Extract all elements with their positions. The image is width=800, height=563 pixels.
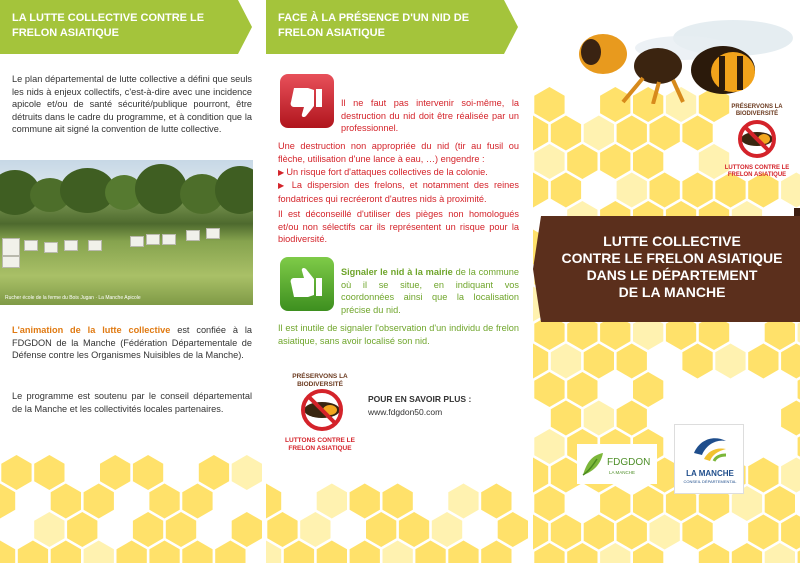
honeycomb-cell [383,484,413,519]
badge-bottom-text: LUTTONS CONTRE LE FRELON ASIATIQUE [724,165,790,178]
honeycomb-cell [551,116,581,151]
fdgdon-name: FDGDON [607,457,651,468]
honeycomb-cell [166,512,196,547]
honeycomb-cell [781,344,800,379]
animation-paragraph [12,324,252,362]
honeycomb-cell [781,458,800,493]
honeycomb-cell [617,515,647,550]
honeycomb-cell [617,116,647,151]
honeycomb-cell [633,144,663,179]
honeycomb-cell [415,541,445,563]
honeycomb-cell [584,344,614,379]
honeycomb-cell [715,344,745,379]
honeycomb-cell [551,173,581,208]
leaf-icon [579,447,607,481]
honeycomb-cell [617,173,647,208]
bullet-item: ▶ La dispersion des frelons, et notamment des reines fondatrices qui recréeront d'autres nids à proximité. [278,180,519,204]
website-link[interactable]: www.fdgdon50.com [368,407,443,417]
no-hornet-icon [719,118,795,160]
honeycomb-cell [748,458,778,493]
honeycomb-cell [448,541,478,563]
honeycomb-cell [199,455,229,490]
honeycomb-cell [51,484,81,519]
more-info-label: POUR EN SAVOIR PLUS : [368,394,472,404]
honeycomb-cell [567,372,597,407]
hornet-illustration [533,8,798,104]
honeycomb-cell [584,401,614,436]
honeycomb-cell [533,173,548,208]
honeycomb-cell [534,486,564,521]
honeycomb-cell [182,541,212,563]
honeycomb-cell [300,512,330,547]
honeycomb-cell [633,486,663,521]
honeycomb-cell [498,512,528,547]
manche-logo [674,424,744,494]
honeycomb-cell [600,486,630,521]
honeycomb-cell [534,144,564,179]
thumbs-up-icon [280,257,334,311]
funding-paragraph: Le programme est soutenu par le conseil départemental de la Manche et les collectivités locales partenaires. [12,391,252,414]
honeycomb-cell [584,116,614,151]
panel-cover [533,0,800,563]
title-line: DE LA MANCHE [618,284,726,300]
honeycomb-cell [650,515,680,550]
honeycomb-cell [481,541,511,563]
honeycomb-cell [117,541,147,563]
manche-emblem-icon [690,433,730,463]
cover-title [541,216,800,322]
honeycomb-cell [350,484,380,519]
honeycomb-cell [432,512,462,547]
honeycomb-cell [533,458,548,493]
honeycomb-cell [267,512,297,547]
honeycomb-cell [84,541,114,563]
manche-name: LA MANCHE [686,469,734,478]
honeycomb-cell [84,484,114,519]
honeycomb-decor [266,425,533,563]
honeycomb-cell [34,512,64,547]
title-line: CONTRE LE FRELON ASIATIQUE [561,250,783,266]
honeycomb-cell [551,401,581,436]
honeycomb-decor [0,425,266,563]
honeycomb-cell [650,116,680,151]
honeycomb-cell [51,541,81,563]
honeycomb-cell [317,541,347,563]
honeycomb-cell [748,515,778,550]
honeycomb-cell [399,512,429,547]
animation-lead: L'animation de la lutte collective [12,325,171,335]
badge-top-text: PRÉSERVONS LA BIODIVERSITÉ [731,104,783,117]
honeycomb-cell [533,515,548,550]
apiary-photo [0,160,253,305]
honeycomb-cell [0,541,15,563]
honeycomb-cell [232,455,262,490]
honeycomb-cell [617,401,647,436]
honeycomb-cell [232,512,262,547]
thumbs-down-icon [280,74,334,128]
honeycomb-cell [350,541,380,563]
honeycomb-cell [133,455,163,490]
honeycomb-cell [149,541,179,563]
honeycomb-cell [481,484,511,519]
badge-top-text: PRÉSERVONS LA BIODIVERSITÉ [292,373,348,388]
honeycomb-cell [215,541,245,563]
honeycomb-cell [533,116,548,151]
report-lead: Signaler le nid à la mairie [341,267,453,277]
useless-text: Il est inutile de signaler l'observation d'un individu de frelon asiatique, sans avoir localisé son nid. [278,323,519,346]
honeycomb-cell [100,455,130,490]
fdgdon-logo [577,444,657,484]
honeycomb-cell [0,484,15,519]
animation-rest: est confiée à la FDGDON de la Manche (Fédération Départementale de Défense contre les Organismes Nuisibles de la Manche). [12,325,252,361]
biodiversity-badge [719,104,795,190]
photo-caption: Rucher école de la ferme du Bois Jugan · La Manche Apicole [5,295,141,301]
honeycomb-cell [600,144,630,179]
honeycomb-cell [781,515,800,550]
honeycomb-cell [317,484,347,519]
panel-left [0,0,266,563]
honeycomb-cell [182,484,212,519]
manche-sub: CONSEIL DÉPARTEMENTAL [683,479,737,484]
title-line: DANS LE DÉPARTEMENT [586,267,758,283]
honeycomb-cell [383,541,413,563]
honeycomb-cell [149,484,179,519]
honeycomb-cell [650,173,680,208]
honeycomb-cell [448,484,478,519]
bullet-item: ▶ Un risque fort d'attaques collectives de la colonie. [278,167,488,177]
panel-middle [266,0,533,563]
no-intervene-text: Il ne faut pas intervenir soi-même, la destruction du nid doit être réalisée par un professionnel. [341,98,519,134]
honeycomb-cell [34,455,64,490]
report-text [341,266,519,316]
heading-banner [266,0,504,54]
panel-heading: LA LUTTE COLLECTIVE CONTRE LE FRELON ASIATIQUE [12,12,205,39]
badge-bottom-text: LUTTONS CONTRE LE FRELON ASIATIQUE [285,437,355,452]
honeycomb-cell [18,541,48,563]
honeycomb-cell [781,401,800,436]
honeycomb-cell [584,515,614,550]
honeycomb-cell [617,344,647,379]
honeycomb-cell [551,515,581,550]
honeycomb-cell [534,372,564,407]
intro-paragraph: Le plan départemental de lutte collective a défini que seuls les nids à enjeux collectifs, c'est-à-dire avec une incidence apicole et/ou de santé sécurité/publique pourront, être détruits dans le cadre du programme, et à condition que la commune ait signé la convention de lutte collective. [12,74,252,135]
honeycomb-cell [682,173,712,208]
title-line: LUTTE COLLECTIVE [603,233,741,249]
bullet-text: Un risque fort d'attaques collectives de la colonie. [286,167,488,177]
honeycomb-cell [567,144,597,179]
honeycomb-cell [284,541,314,563]
honeycomb-cell [682,515,712,550]
honeycomb-cell [682,116,712,151]
fdgdon-sub: LA MANCHE [609,470,636,475]
honeycomb-cell [1,455,31,490]
honeycomb-cell [748,344,778,379]
honeycomb-cell [533,344,548,379]
bullet-text: La dispersion des frelons, et notamment des reines fondatrices qui recréeront d'autres nids à proximité. [278,180,519,204]
honeycomb-cell [551,344,581,379]
honeycomb-cell [366,512,396,547]
panel-heading: FACE À LA PRÉSENCE D'UN NID DE FRELON ASIATIQUE [278,12,470,39]
honeycomb-cell [67,512,97,547]
honeycomb-cell [534,429,564,464]
report-rest: de la commune où il se situe, en indiquant vos coordonnées ainsi que la localisation précise du nid. [341,267,519,315]
honeycomb-cell [682,344,712,379]
bad-destruction-text: Une destruction non appropriée du nid (tir au fusil ou flèche, utilisation d'une lance à eau, …) engendre : [278,141,519,164]
honeycomb-cell [133,512,163,547]
honeycomb-cell [765,486,795,521]
honeycomb-cell [266,484,281,519]
honeycomb-cell [633,372,663,407]
heading-banner [0,0,238,54]
traps-text: Il est déconseillé d'utiliser des pièges non homologués et/ou non sélectifs car ils représentent un risque pour la biodiversité. [278,209,519,245]
